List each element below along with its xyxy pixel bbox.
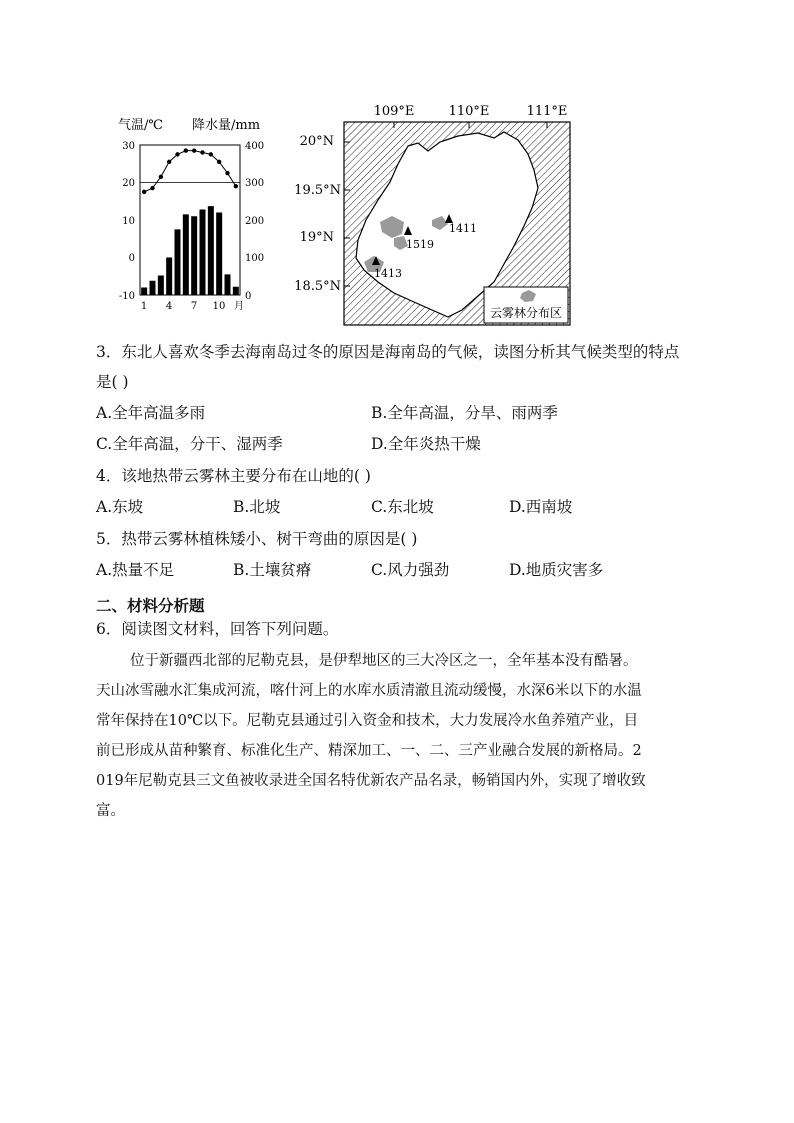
q4-option-a[interactable]: A.东坡 [96,498,144,516]
temp-point [184,148,188,152]
hainan-map [282,96,574,328]
material-line: 019年尼勒克县三文鱼被收录进全国名特优新农产品名录，畅销国内外，实现了增收致 [96,773,646,789]
precip-tick: 400 [245,141,265,152]
precip-tick: 0 [245,291,252,302]
climate-chart [110,110,280,320]
month-tick: 4 [165,301,173,312]
lat-label: 20°N [299,134,334,149]
temp-point [150,186,154,190]
precip-bar [216,213,222,296]
temp-tick: 0 [128,253,135,264]
q3-option-c[interactable]: C.全年高温，分干、湿两季 [96,435,283,453]
precip-bars [141,206,239,295]
q4-option-c[interactable]: C.东北坡 [371,498,434,516]
peak-elevation: 1519 [406,238,434,251]
month-tick: 7 [190,301,198,312]
month-unit: 月 [234,301,244,312]
temp-curve [144,151,236,192]
material-line: 常年保持在10℃以下。尼勒克县通过引入资金和技术，大力发展冷水鱼养殖产业，目 [96,713,639,729]
lat-label: 19°N [299,230,334,245]
q4-option-b[interactable]: B.北坡 [233,498,281,516]
precip-tick: 200 [245,216,265,227]
lon-label: 109°E [373,104,415,119]
q3-option-d[interactable]: D.全年炎热干燥 [371,435,481,453]
temp-axis-label: 气温/℃ [118,118,163,133]
lon-label: 111°E [526,104,568,119]
material-line: 位于新疆西北部的尼勒克县，是伊犁地区的三大冷区之一，全年基本没有酷暑。 [130,653,638,669]
precip-axis-label: 降水量/mm [192,118,261,133]
precip-bar [191,216,197,295]
question-3-text: 3．东北人喜欢冬季去海南岛过冬的原因是海南岛的气候，读图分析其气候类型的特点 [96,343,680,361]
temp-point [225,171,229,175]
precip-bar [208,206,214,295]
precip-bar [200,210,206,296]
material-line: 富。 [96,803,125,819]
material-line: 前已形成从苗种繁育、标准化生产、精深加工、一、二、三产业融合发展的新格局。2 [96,743,642,759]
precip-tick-labels [245,141,264,302]
precip-bar [183,214,189,295]
temp-tick-labels [119,141,135,302]
q5-option-b[interactable]: B.土壤贫瘠 [233,561,312,579]
question-5-text: 5．热带云雾林植株矮小、树干弯曲的原因是( ) [96,530,418,548]
temp-point [167,160,171,164]
lat-label: 19.5°N [294,183,341,198]
temp-point [175,152,179,156]
temp-tick: 30 [122,141,135,152]
section-title: 二、材料分析题 [96,597,205,615]
lon-label: 110°E [448,104,490,119]
precip-bar [175,229,181,295]
question-6-text: 6．阅读图文材料，回答下列问题。 [96,620,339,638]
peak-elevation: 1411 [449,222,477,235]
q5-option-a[interactable]: A.热量不足 [96,561,175,579]
precip-bar [158,276,164,296]
q5-option-d[interactable]: D.地质灾害多 [509,561,604,579]
precip-bar [225,274,231,295]
plot-frame [140,145,240,295]
question-3-text-cont: 是( ) [96,373,129,391]
peak-elevation: 1413 [374,267,402,280]
temp-tick: 20 [122,178,135,189]
precip-bar [233,287,239,295]
question-4-text: 4．该地热带云雾林主要分布在山地的( ) [96,467,371,485]
temp-point [192,148,196,152]
month-tick: 10 [212,301,226,312]
temp-line [142,148,238,194]
material-paragraph [96,646,708,826]
q5-option-c[interactable]: C.风力强劲 [371,561,450,579]
precip-tick: 300 [245,178,265,189]
temp-tick: -10 [118,291,135,302]
q3-option-a[interactable]: A.全年高温多雨 [96,404,206,422]
lat-label: 18.5°N [294,279,341,294]
month-tick: 1 [140,301,148,312]
month-tick-labels [141,300,244,312]
temp-point [200,150,204,154]
q4-option-d[interactable]: D.西南坡 [509,498,573,516]
map-legend [484,287,568,323]
q3-option-b[interactable]: B.全年高温，分旱、雨两季 [371,404,558,422]
temp-point [234,184,238,188]
precip-bar [166,258,172,296]
precip-bar [150,281,156,295]
legend-label: 云雾林分布区 [489,306,563,320]
temp-point [209,152,213,156]
temp-point [217,160,221,164]
temp-point [142,190,146,194]
precip-tick: 100 [245,253,265,264]
material-line: 天山冰雪融水汇集成河流，喀什河上的水库水质清澈且流动缓慢，水深6米以下的水温 [96,683,642,699]
temp-point [159,175,163,179]
temp-tick: 10 [122,216,135,227]
precip-bar [141,288,147,296]
